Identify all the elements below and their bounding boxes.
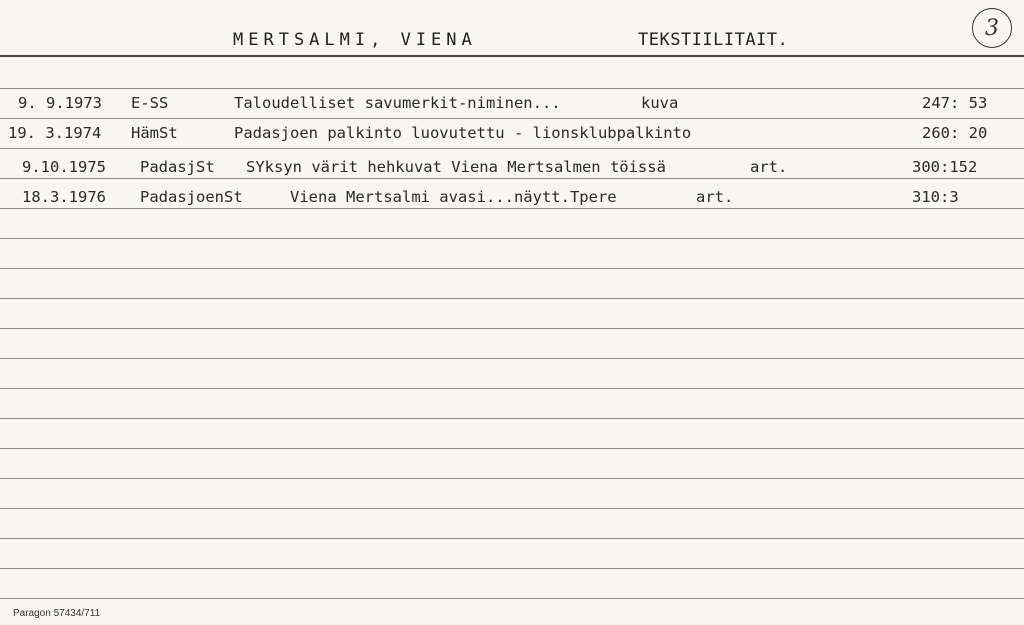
- subject-category: TEKSTIILITAIT.: [638, 30, 789, 50]
- ruled-line: [0, 508, 1024, 509]
- entry-ref: 300:152: [912, 158, 978, 176]
- ruled-line: [0, 268, 1024, 269]
- ruled-line: [0, 598, 1024, 599]
- entry-source: E-SS: [131, 94, 169, 112]
- entry-source: HämSt: [131, 124, 178, 142]
- ruled-line: [0, 88, 1024, 89]
- entry-row: [0, 188, 1024, 212]
- entry-row: [0, 94, 1024, 118]
- ruled-line: [0, 148, 1024, 149]
- ruled-line: [0, 418, 1024, 419]
- ruled-line: [0, 118, 1024, 119]
- ruled-line: [0, 388, 1024, 389]
- ruled-line: [0, 538, 1024, 539]
- entry-date: 9. 9.1973: [18, 94, 102, 112]
- entry-title: Viena Mertsalmi avasi...näytt.Tpere: [290, 188, 617, 206]
- entry-row: [0, 158, 1024, 182]
- ruled-line: [0, 238, 1024, 239]
- ruled-line: [0, 358, 1024, 359]
- ruled-line: [0, 328, 1024, 329]
- entry-type: art.: [750, 158, 788, 176]
- entry-title: Padasjoen palkinto luovutettu - lionsklubpalkinto: [234, 124, 692, 142]
- header-rule: [0, 55, 1024, 57]
- entry-type: art.: [696, 188, 734, 206]
- ruled-line: [0, 298, 1024, 299]
- ruled-line: [0, 568, 1024, 569]
- entry-ref: 310:3: [912, 188, 959, 206]
- entry-date: 19. 3.1974: [8, 124, 102, 142]
- ruled-line: [0, 448, 1024, 449]
- subject-name: MERTSALMI, VIENA: [233, 30, 477, 50]
- entry-source: PadasjoenSt: [140, 188, 243, 206]
- entry-row: [0, 124, 1024, 148]
- entry-date: 9.10.1975: [22, 158, 106, 176]
- entry-ref: 247: 53: [922, 94, 988, 112]
- card-number-badge: 3: [972, 8, 1012, 48]
- ruled-line: [0, 478, 1024, 479]
- card-header: [0, 30, 1024, 54]
- entry-ref: 260: 20: [922, 124, 988, 142]
- entry-type: kuva: [641, 94, 679, 112]
- entry-source: PadasjSt: [140, 158, 215, 176]
- print-code: Paragon 57434/711: [13, 608, 101, 619]
- entry-title: SYksyn värit hehkuvat Viena Mertsalmen töissä: [246, 158, 666, 176]
- entry-title: Taloudelliset savumerkit-niminen...: [234, 94, 561, 112]
- entry-date: 18.3.1976: [22, 188, 106, 206]
